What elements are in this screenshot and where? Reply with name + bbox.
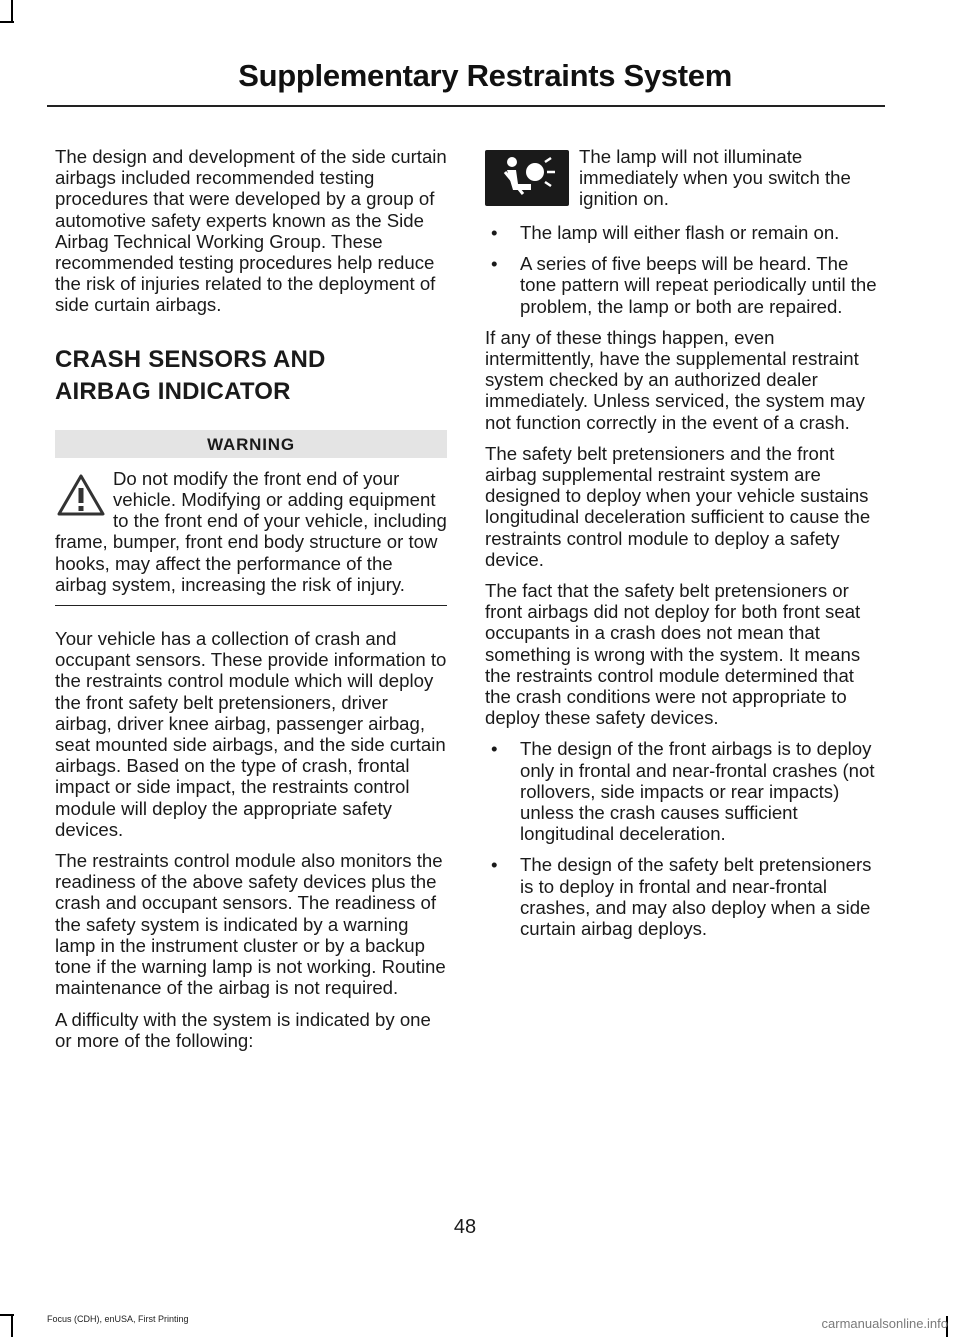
watermark: carmanualsonline.info: [821, 1316, 948, 1331]
warning-label: WARNING: [55, 430, 447, 458]
page-title: Supplementary Restraints System: [238, 58, 732, 93]
warning-box: [55, 468, 447, 606]
design-list: [485, 738, 880, 939]
lamp-text: The lamp will not illuminate immediately when you switch the ignition on.: [579, 146, 851, 210]
edition-footer: Focus (CDH), enUSA, First Printing: [47, 1314, 189, 1324]
sensors-paragraph: Your vehicle has a collection of crash and occupant sensors. These provide information to the restraints control module which will deploy the front safety belt pretensioners, driver airbag, driver knee airbag, passenger airbag, seat mounted side airbags, and the side curtain airbags. Based on the type of crash, frontal impact or side impact, the restraints control module will deploy the appropriate safety devices.: [55, 628, 447, 840]
lamp-block: [485, 146, 880, 210]
warning-text: Do not modify the front end of your vehicle. Modifying or adding equipment to the front end of your vehicle, including frame, bumper, front end body structure or tow hooks, may affect the performance of the airbag system, increasing the risk of injury.: [55, 467, 447, 595]
list-item: • The design of the front airbags is to deploy only in frontal and near-frontal crashes (not rollovers, side impacts or rear impacts) unless the crash causes sufficient longitudinal deceleration.: [485, 738, 880, 844]
section-heading-line1: CRASH SENSORS AND: [55, 345, 326, 373]
list-item: • A series of five beeps will be heard. The tone pattern will repeat periodically until the problem, the lamp or both are repaired.: [485, 253, 880, 317]
intro-paragraph: The design and development of the side curtain airbags included recommended testing procedures that were developed by a group of automotive safety experts known as the Side Airbag Technical Working Group. These recommended testing procedures help reduce the risk of injuries related to the deployment of side curtain airbags.: [55, 146, 447, 316]
difficulty-paragraph: A difficulty with the system is indicated by one or more of the following:: [55, 1008, 431, 1051]
page-number: 48: [453, 1216, 477, 1238]
crop-mark-top-left-v: [11, 0, 13, 22]
no-deploy-paragraph: The fact that the safety belt pretensioners or front airbags did not deploy for both front seat occupants in a crash does not mean that something is wrong with the system. It means the restraints control module determined that the crash conditions were not appropriate to deploy these safety devices.: [485, 580, 861, 729]
crop-mark-bottom-left-h: [0, 1314, 14, 1316]
airbag-warning-lamp-icon: [485, 150, 569, 206]
section-heading-line2: AIRBAG INDICATOR: [55, 377, 291, 405]
pretensioner-paragraph: The safety belt pretensioners and the front airbag supplemental restraint system are designed to deploy when your vehicle sustains longitudinal deceleration sufficient to cause the restraints control module to deploy a safety device.: [485, 442, 871, 570]
crop-mark-bottom-left-v: [11, 1316, 13, 1337]
symptom-list: [485, 222, 880, 317]
header-divider: [47, 105, 885, 107]
list-item: • The lamp will either flash or remain on.: [485, 222, 880, 243]
left-column: [55, 146, 447, 1061]
section-heading: [55, 344, 447, 408]
right-column: [485, 146, 880, 949]
warning-triangle-icon: [55, 472, 107, 518]
readiness-paragraph: The restraints control module also monitors the readiness of the above safety devices plus the crash and occupant sensors. The readiness of the safety system is indicated by a warning lamp in the instrument cluster or by a backup tone if the warning lamp is not working. Routine maintenance of the airbag is not required.: [55, 850, 446, 999]
service-paragraph: If any of these things happen, even intermittently, have the supplemental restraint system checked by an authorized dealer immediately. Unless serviced, the system may not function correctly in the event of a crash.: [485, 326, 865, 433]
list-item: • The design of the safety belt pretensioners is to deploy in frontal and near-frontal crashes, and may also deploy when a side curtain airbag deploys.: [485, 854, 880, 939]
crop-mark-top-left-h: [0, 21, 14, 23]
